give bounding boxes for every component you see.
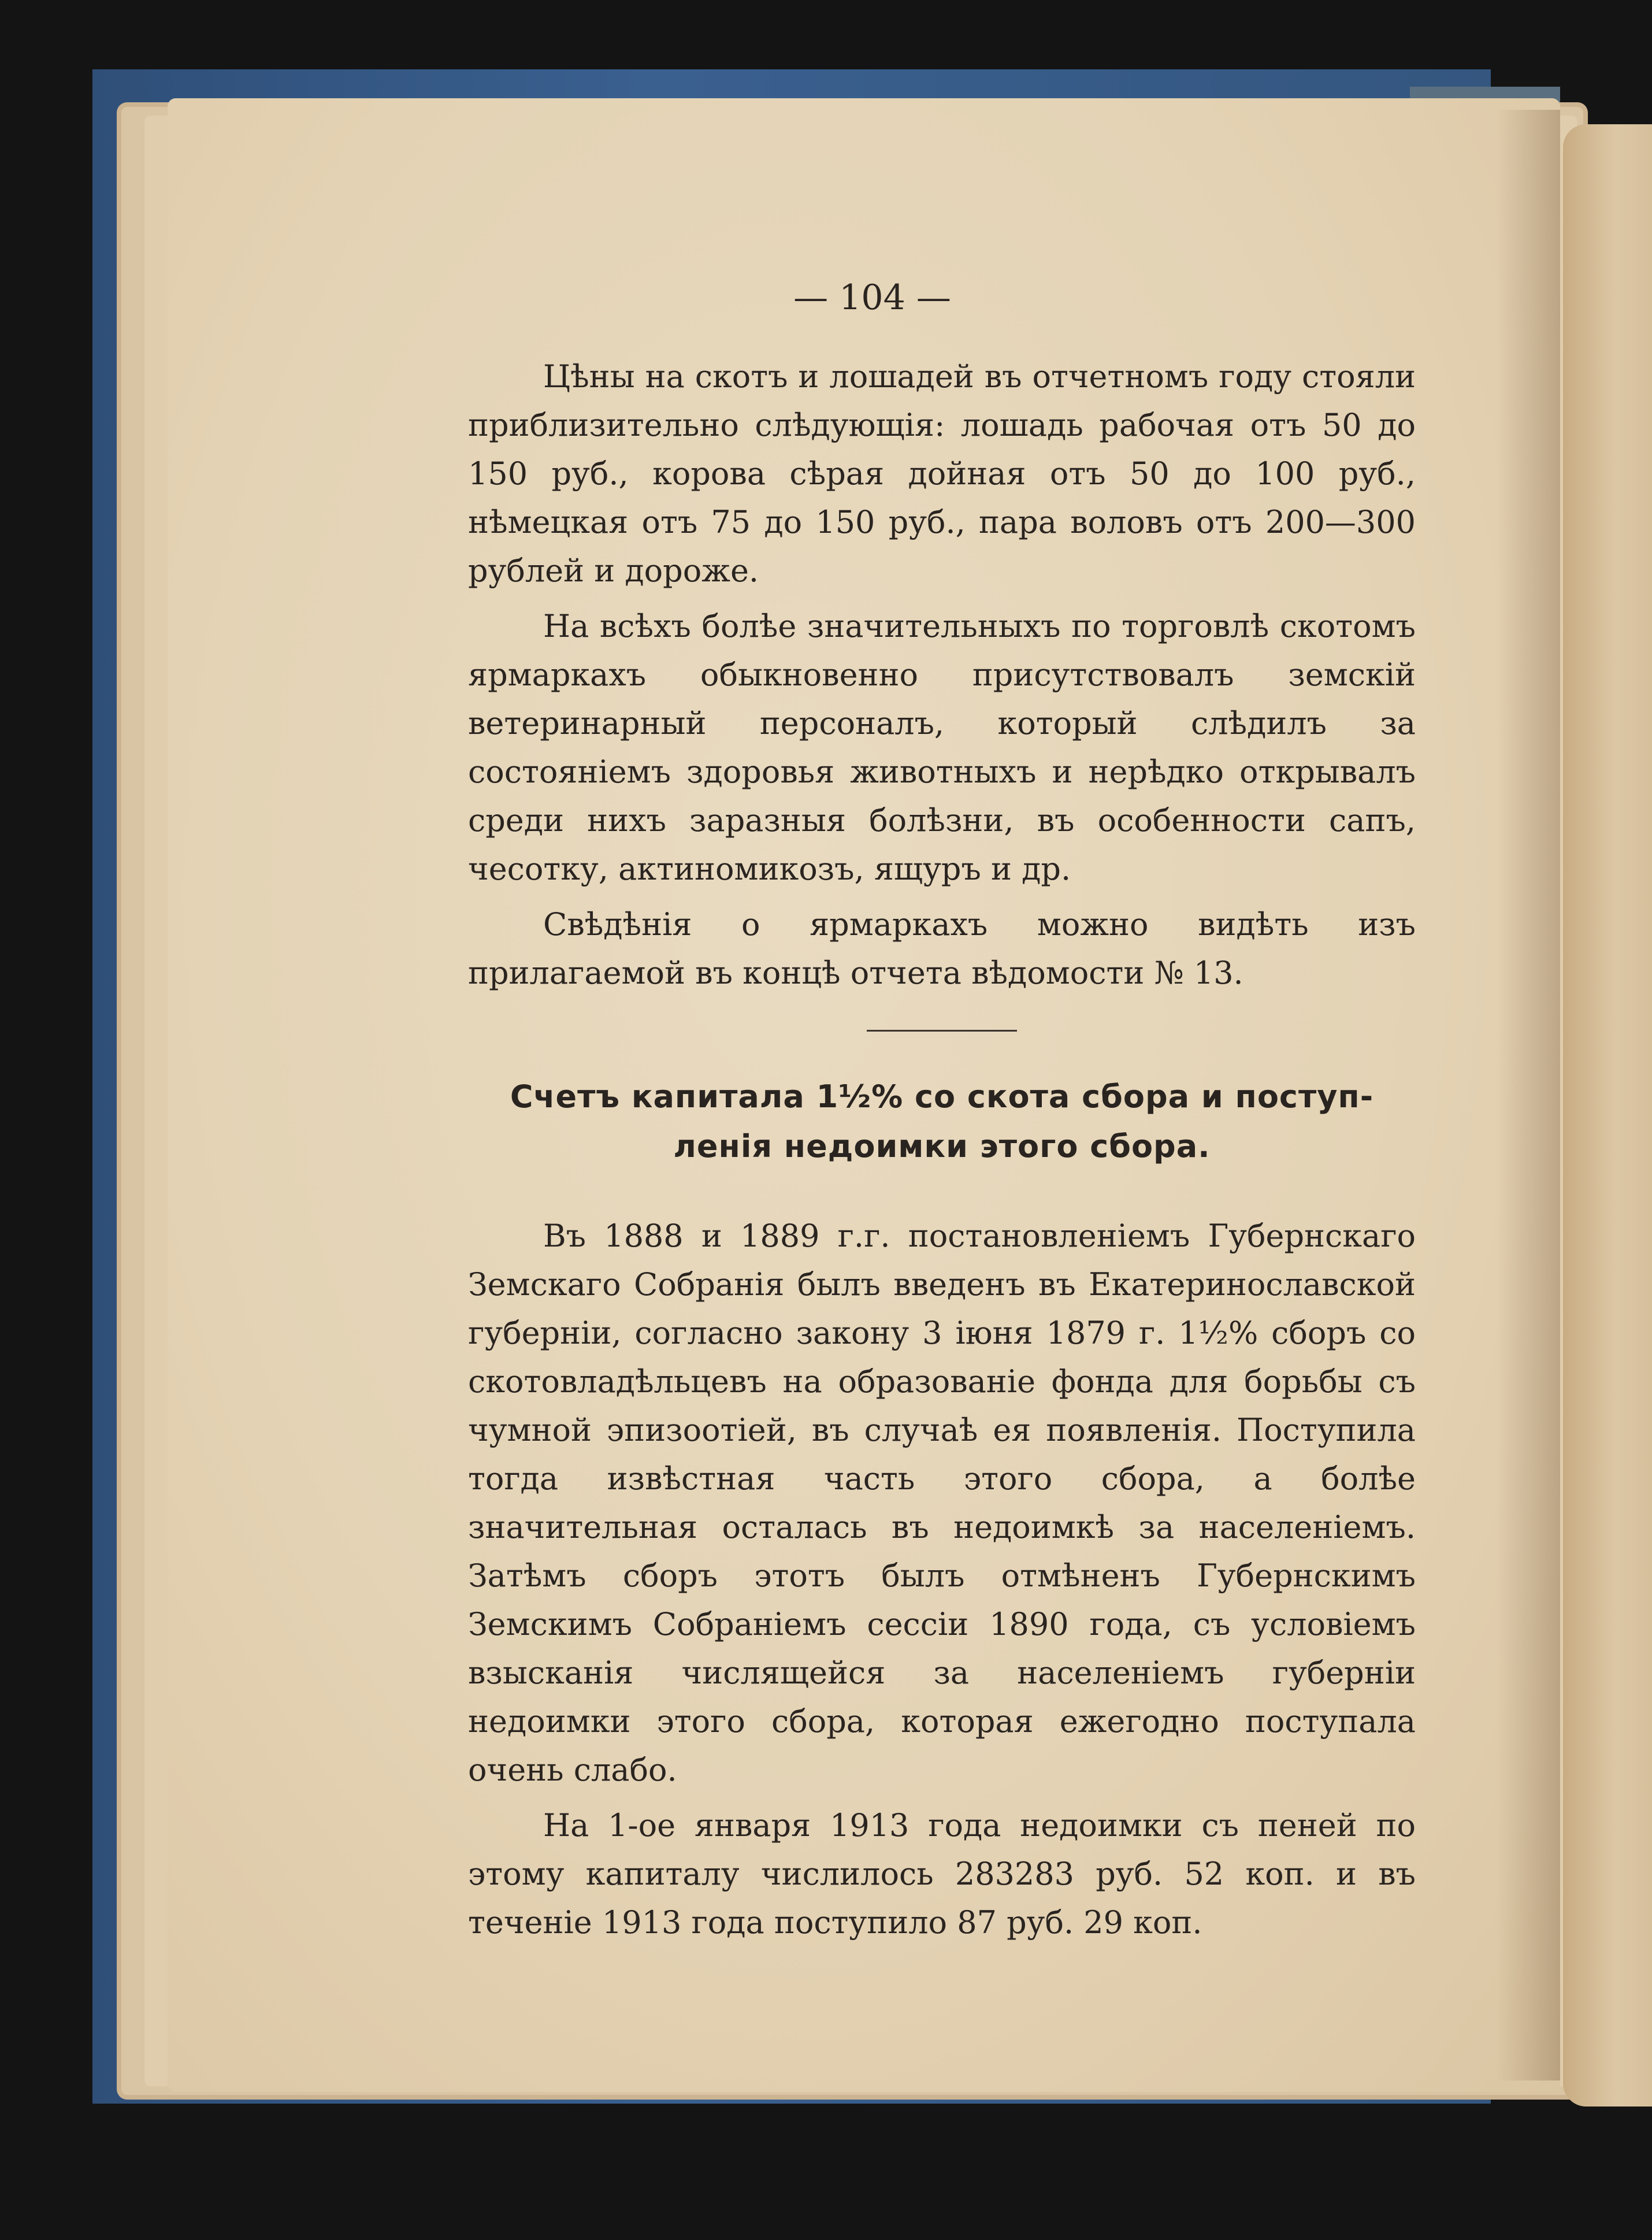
paragraph-prices: Цѣны на скотъ и лошадей въ отчетномъ году стояли приблизительно слѣдующія: лошадь рабочая отъ 50 до 150 руб., корова сѣрая дойная отъ 50 до 100 руб., нѣмецкая отъ 75 до 150 руб., пара воловъ отъ 200—300 рублей и дороже.: [468, 358, 1416, 589]
section-divider: [867, 1030, 1017, 1032]
section-heading-line-2: ленія недоимки этого сбора.: [673, 1128, 1211, 1164]
paragraph-levy-history: Въ 1888 и 1889 г.г. постановленіемъ Губернскаго Земскаго Собранія былъ введенъ въ Екатеринославской губерніи, согласно закону 3 іюня 1879 г. 1½% сборъ со скотовладѣльцевъ на образованіе фонда для борьбы съ чумной эпизоотіей, въ случаѣ ея появленія. Поступила тогда извѣстная часть этого сбора, а болѣе значительная осталась въ недоимкѣ за населеніемъ. Затѣмъ сборъ этотъ былъ отмѣненъ Губернскимъ Земскимъ Собраніемъ сессіи 1890 года, съ условіемъ взысканія числящейся за населеніемъ губерніи недоимки этого сбора, которая ежегодно поступала очень слабо.: [468, 1218, 1416, 1788]
spine-shadow: [1497, 110, 1560, 2080]
facing-page-edge: [1563, 124, 1652, 2107]
section-heading: [468, 1072, 1416, 1171]
paragraph-fairs-reference: Свѣдѣнія о ярмаркахъ можно видѣть изъ прилагаемой въ концѣ отчета вѣдомости № 13.: [468, 906, 1416, 991]
page-text: [468, 353, 1416, 1954]
section-heading-line-1: Счетъ капитала 1½% со скота сбора и поступ-: [510, 1078, 1374, 1115]
paragraph-veterinary: На всѣхъ болѣе значительныхъ по торговлѣ скотомъ ярмаркахъ обыкновенно присутствовалъ земскій ветеринарный персоналъ, который слѣдилъ за состояніемъ здоровья животныхъ и нерѣдко открывалъ среди нихъ заразныя болѣзни, въ особенности сапъ, чесотку, актиномикозъ, ящуръ и др.: [468, 608, 1416, 887]
page-number: — 104 —: [793, 277, 951, 318]
paragraph-arrears: На 1-ое января 1913 года недоимки съ пеней по этому капиталу числилось 283283 руб. 52 коп. и въ теченіе 1913 года поступило 87 руб. 29 коп.: [468, 1807, 1416, 1941]
